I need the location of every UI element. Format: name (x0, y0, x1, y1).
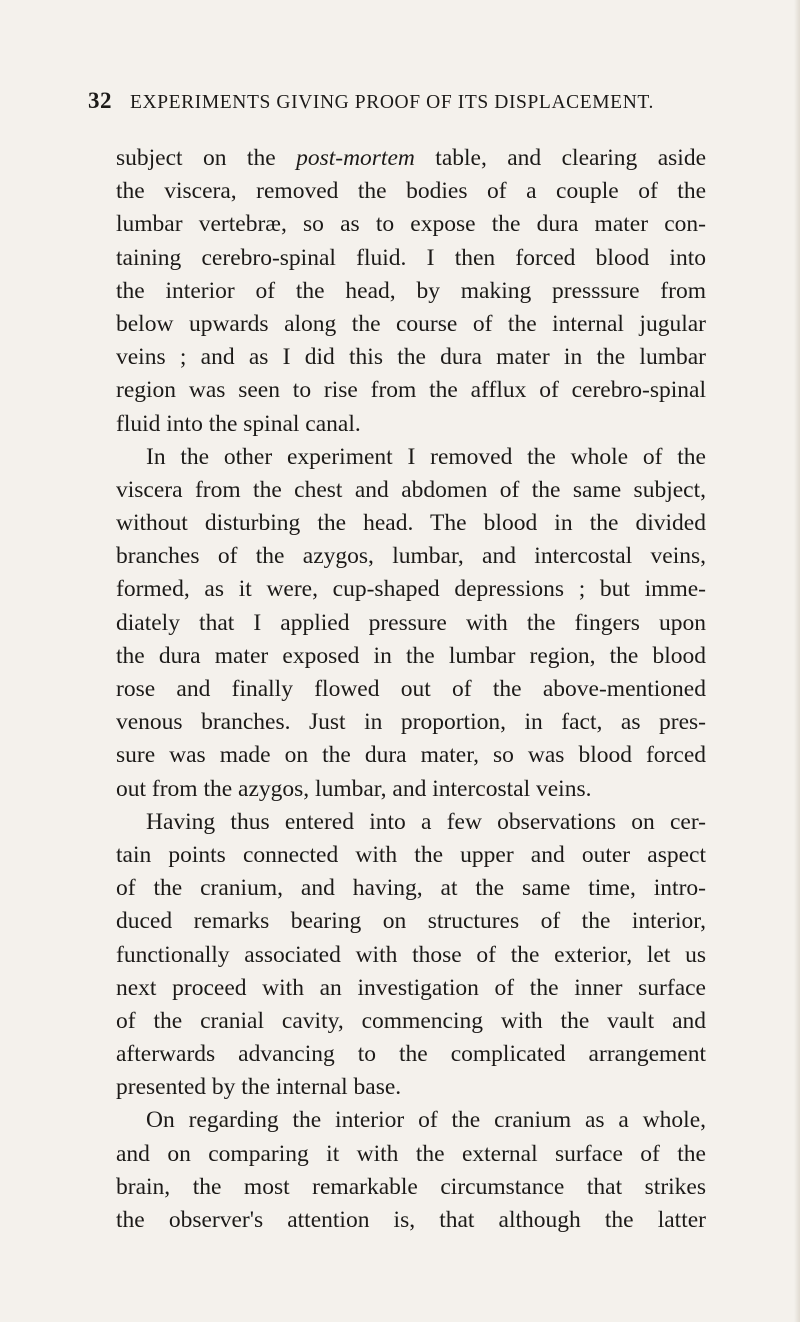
running-title: EXPERIMENTS GIVING PROOF OF ITS DISPLACEMENT. (130, 92, 654, 113)
text-line: lumbar vertebræ, so as to expose the dura mater con- (116, 211, 706, 238)
text-line: the interior of the head, by making presssure from (116, 277, 706, 304)
text-line: and on comparing it with the external surface of the (116, 1140, 706, 1167)
page-edge-shadow (794, 0, 800, 1322)
text-line: tain points connected with the upper and outer aspect (116, 841, 706, 868)
text-line: fluid into the spinal canal. (116, 410, 361, 437)
text-line: subject on the post-mortem table, and clearing aside (116, 145, 706, 171)
text-line: In the other experiment I removed the whole of the (146, 443, 706, 470)
text-line: of the cranium, and having, at the same time, intro- (116, 875, 706, 902)
running-head (88, 88, 708, 118)
text-line: brain, the most remarkable circumstance that strikes (116, 1173, 706, 1200)
body-text (116, 142, 706, 1237)
text-line: On regarding the interior of the cranium as a whole, (146, 1107, 706, 1134)
text-line: diately that I applied pressure with the fingers upon (116, 609, 706, 636)
text-line: out from the azygos, lumbar, and intercostal veins. (116, 775, 592, 802)
text-line: venous branches. Just in proportion, in fact, as pres- (116, 709, 706, 736)
text-line: region was seen to rise from the afflux of cerebro-spinal (116, 377, 706, 404)
text-line: the dura mater exposed in the lumbar region, the blood (116, 642, 706, 669)
text-line: afterwards advancing to the complicated arrangement (116, 1041, 706, 1068)
text-line: formed, as it were, cup-shaped depressions ; but imme- (116, 576, 706, 603)
text-line: duced remarks bearing on structures of the interior, (116, 908, 706, 935)
text-line: without disturbing the head. The blood in the divided (116, 510, 706, 537)
text-line: of the cranial cavity, commencing with the vault and (116, 1007, 706, 1034)
italic-term: post-mortem (296, 145, 415, 171)
text-line: below upwards along the course of the internal jugular (116, 310, 706, 337)
text-line: functionally associated with those of the exterior, let us (116, 941, 706, 968)
text-line: viscera from the chest and abdomen of the same subject, (116, 476, 706, 503)
text-line: presented by the internal base. (116, 1074, 402, 1101)
text-line: Having thus entered into a few observations on cer- (146, 808, 706, 835)
text-line: taining cerebro-spinal fluid. I then forced blood into (116, 244, 706, 271)
text-line: rose and finally flowed out of the above-mentioned (116, 676, 706, 702)
text-line: the observer's attention is, that although the latter (116, 1207, 706, 1233)
text-line: next proceed with an investigation of the inner surface (116, 974, 706, 1001)
text-line: branches of the azygos, lumbar, and intercostal veins, (116, 543, 706, 570)
text-line: sure was made on the dura mater, so was blood forced (116, 742, 706, 769)
page-number: 32 (88, 88, 112, 113)
text-line: veins ; and as I did this the dura mater in the lumbar (116, 344, 706, 371)
text-line: the viscera, removed the bodies of a couple of the (116, 178, 706, 205)
